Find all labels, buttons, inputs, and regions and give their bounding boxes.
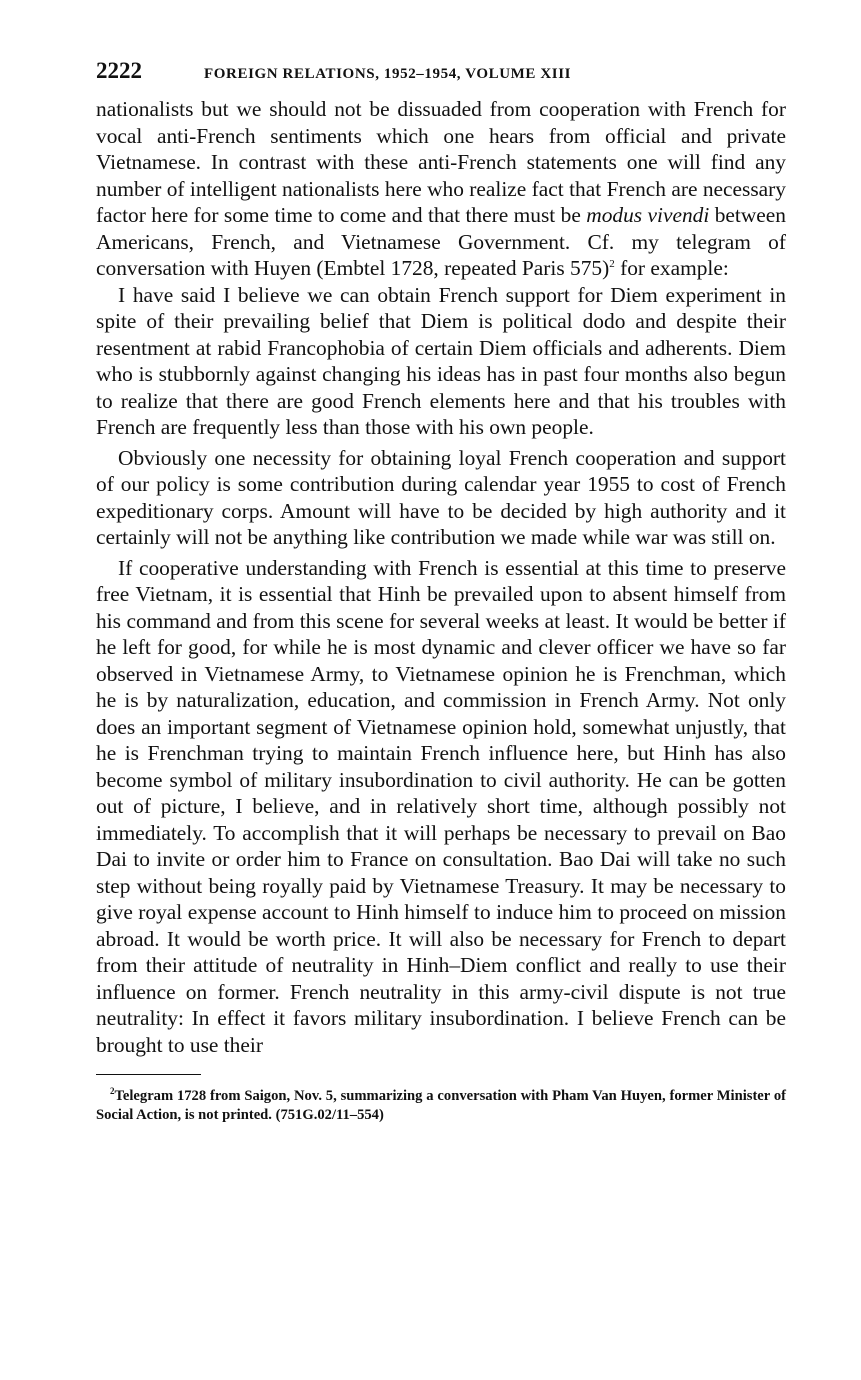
paragraph-4: If cooperative understanding with French is essential at this time to preserve free Vietnam, it is essential that Hinh be prevailed upon to absent himself from his command and from this scene for several weeks at least. It would be better if he left for good, for while he is most dynamic and clever officer we have so far observed in Vietnamese Army, to Vietnamese opinion he is Frenchman, which he is by naturalization, education, and commission in French Army. Not only does an important segment of Vietnamese opinion hold, somewhat unjustly, that he is Frenchman trying to maintain French influence here, but Hinh has also become symbol of military insubordination to civil authority. He can be gotten out of picture, I believe, and in relatively short time, although possibly not immediately. To accomplish that it will perhaps be necessary to prevail on Bao Dai to invite or order him to France on consultation. Bao Dai will take no such step without being royally paid by Vietnamese Treasury. It may be necessary to give royal expense account to Hinh himself to induce him to proceed on mission abroad. It would be worth price. It will also be necessary for French to depart from their attitude of neutrality in Hinh–Diem conflict and really to use their influence on former. French neutrality in this army-civil dispute is not true neutrality: In effect it favors military insubordination. I believe French can be brought to use their [96, 555, 786, 1057]
paragraph-1-text-c: for example: [614, 256, 729, 280]
footnote [96, 1087, 786, 1125]
running-title: FOREIGN RELATIONS, 1952–1954, VOLUME XIII [204, 66, 572, 82]
footnote-marker: 2 [110, 1086, 115, 1097]
footnote-reference[interactable]: 2 [609, 257, 615, 270]
footnote-text: Telegram 1728 from Saigon, Nov. 5, summarizing a conversation with Pham Van Huyen, former Minister of Social Action, is not printed. (751G.02/11–554) [96, 1088, 786, 1123]
body-text [96, 96, 786, 1058]
page-number: 2222 [96, 58, 142, 83]
document-page [96, 58, 786, 1125]
paragraph-3: Obviously one necessity for obtaining loyal French cooperation and support of our policy is some contribution during calendar year 1955 to cost of French expeditionary corps. Amount will have to be decided by high authority and it certainly will not be anything like contribution we made while war was still on. [96, 445, 786, 549]
paragraph-1-text-a: nationalists but we should not be dissuaded from cooperation with French for vocal anti-French sentiments which one hears from official and private Vietnamese. In contrast with these anti-French statements one will find any number of intelligent nationalists here who realize fact that French are necessary factor here for some time to come and that there must be [96, 97, 786, 227]
paragraph-1-italic: modus vivendi [586, 203, 710, 227]
paragraph-2: I have said I believe we can obtain French support for Diem experiment in spite of their prevailing belief that Diem is political dodo and despite their resentment at rabid Francophobia of certain Diem officials and adherents. Diem who is stubbornly against changing his ideas has in past four months also begun to realize that there are good French elements here and that his troubles with French are frequently less than those with his own people. [96, 282, 786, 439]
footnote-rule [96, 1074, 201, 1075]
paragraph-1-text-b: between Americans, French, and Vietnamese Government. Cf. my telegram of conversation with Huyen (Embtel 1728, repeated Paris 575) [96, 203, 786, 280]
paragraph-1 [96, 96, 786, 282]
running-head [96, 58, 786, 96]
